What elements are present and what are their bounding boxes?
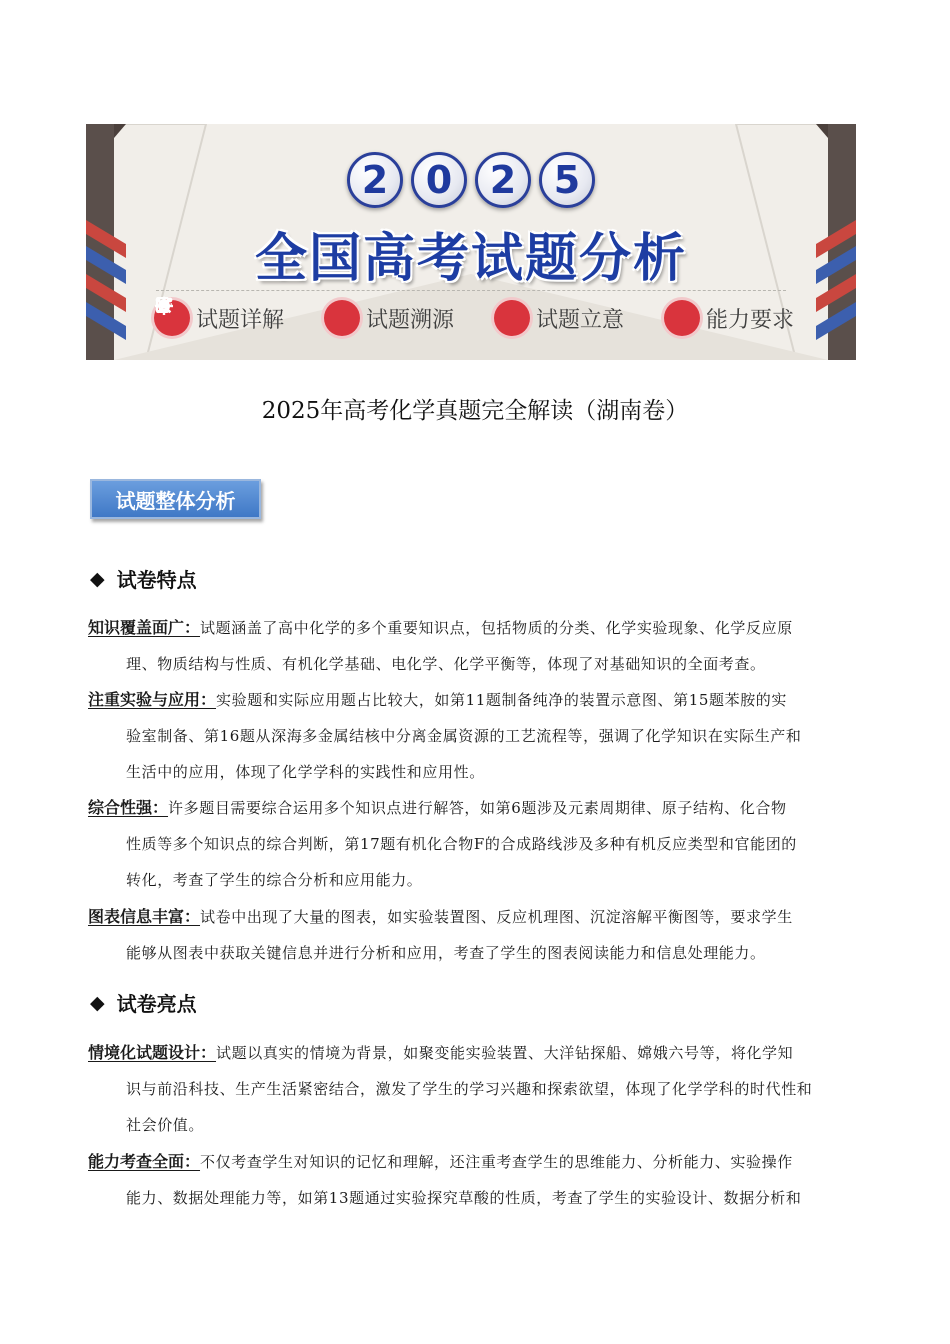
banner-divider [156,290,786,293]
feature-item-knowledge [88,610,862,682]
tools-icon [494,300,530,336]
item-text: 识与前沿科技、生产生活紧密结合，激发了学生的学习兴趣和探索欲望，体现了化学学科的时代性和 [126,1080,813,1098]
item-text: 生活中的应用，体现了化学学科的实践性和应用性。 [126,763,485,781]
page-title: 2025年高考化学真题完全解读（湖南卷） [261,398,689,424]
item-text: 能够从图表中获取关键信息并进行分析和应用，考查了学生的图表阅读能力和信息处理能力。 [126,944,766,962]
year-digit: 2 [347,152,403,208]
year-digit: 0 [411,152,467,208]
tag-label: 试题立意 [535,307,624,333]
item-text: 不仅考查学生对知识的记忆和理解，还注重考查学生的思维能力、分析能力、实验操作 [200,1153,793,1171]
item-text: 性质等多个知识点的综合判断，第17题有机化合物F的合成路线涉及多种有机反应类型和官能团的 [126,835,797,853]
feature-item-experiment [88,682,862,790]
section-heading-text: 试卷亮点 [116,992,197,1016]
diamond-bullet-icon: ◆ [90,991,105,1014]
tag-label: 试题溯源 [365,307,454,333]
tag-intent [494,300,624,336]
banner-title: 全国高考试题分析 [254,229,687,289]
section-label-overall-analysis: 试题整体分析 [90,479,261,519]
item-text: 社会价值。 [126,1116,205,1134]
tag-label: 试题详解 [196,307,285,333]
item-text: 验室制备、第16题从深海多金属结核中分离金属资源的工艺流程等，强调了化学知识在实际生产和 [126,727,802,745]
item-label: 综合性强： [88,798,169,817]
header-banner [86,124,856,360]
year-digit: 2 [475,152,531,208]
item-text: 实验题和实际应用题占比较大，如第11题制备纯净的装置示意图、第15题苯胺的实 [216,691,787,709]
item-label: 情境化试题设计： [88,1043,217,1062]
item-text: 转化，考查了学生的综合分析和应用能力。 [126,871,423,889]
item-label: 注重实验与应用： [88,690,217,709]
item-text: 许多题目需要综合运用多个知识点进行解答，如第6题涉及元素周期律、原子结构、化合物 [168,799,787,817]
feature-item-charts [88,899,862,971]
year-badges [86,152,856,210]
tag-ability [664,300,794,336]
section-heading-text: 试卷特点 [116,568,197,592]
item-label: 图表信息丰富： [88,907,201,926]
gear-icon [324,300,360,336]
item-text: 试题涵盖了高中化学的多个重要知识点，包括物质的分类、化学实验现象、化学反应原 [200,619,793,637]
feature-item-comprehensive [88,790,862,898]
section-heading-highlights [90,988,197,1017]
tag-label: 能力要求 [705,307,794,333]
item-label: 知识覆盖面广： [88,618,201,637]
tag-origin [324,300,454,336]
item-text: 理、物质结构与性质、有机化学基础、电化学、化学平衡等，体现了对基础知识的全面考查。 [126,655,766,673]
year-digit: 5 [539,152,595,208]
item-text: 能力、数据处理能力等，如第13题通过实验探究草酸的性质，考查了学生的实验设计、数据分析和 [126,1189,802,1207]
section-heading-features [90,564,197,593]
banner-tags [154,296,794,340]
item-text: 试卷中出现了大量的图表，如实验装置图、反应机理图、沉淀溶解平衡图等，要求学生 [200,908,793,926]
lightbulb-icon [664,300,700,336]
item-label: 能力考查全面： [88,1152,201,1171]
highlight-item-ability [88,1144,862,1216]
highlight-item-context [88,1035,862,1143]
diamond-bullet-icon: ◆ [90,567,105,590]
item-text: 试题以真实的情境为背景，如聚变能实验装置、大洋钻探船、嫦娥六号等，将化学知 [216,1044,794,1062]
